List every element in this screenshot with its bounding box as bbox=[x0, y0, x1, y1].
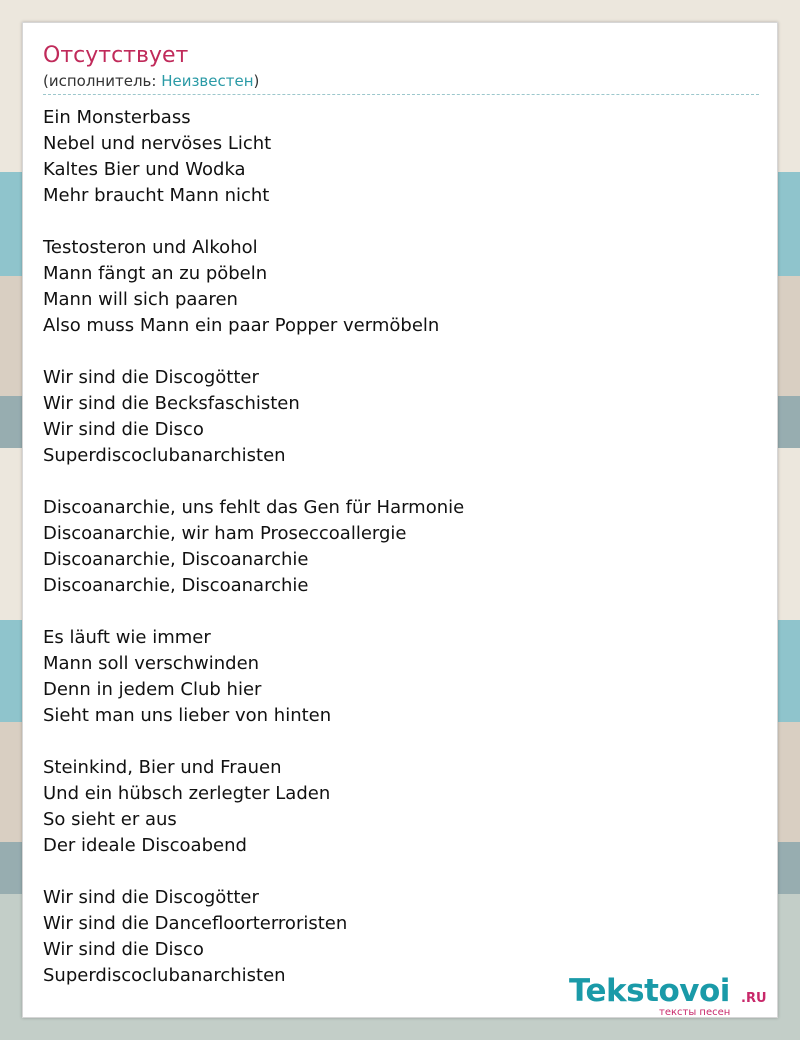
lyric-line: Mann fängt an zu pöbeln bbox=[43, 263, 268, 284]
lyric-line: Wir sind die Discogötter bbox=[43, 887, 259, 908]
logo-tld: .RU bbox=[741, 991, 767, 1006]
lyric-line: Mann soll verschwinden bbox=[43, 653, 260, 674]
lyric-line: Steinkind, Bier und Frauen bbox=[43, 757, 282, 778]
lyric-line: Discoanarchie, Discoanarchie bbox=[43, 549, 309, 570]
lyric-line: Also muss Mann ein paar Popper vermöbeln bbox=[43, 315, 440, 336]
lyric-line: Und ein hübsch zerlegter Laden bbox=[43, 783, 331, 804]
artist-prefix: (исполнитель: bbox=[43, 72, 162, 90]
lyric-line: Denn in jedem Club hier bbox=[43, 679, 262, 700]
lyric-line: Wir sind die Disco bbox=[43, 419, 204, 440]
site-logo[interactable] bbox=[569, 973, 779, 1017]
lyric-line: Wir sind die Becksfaschisten bbox=[43, 393, 300, 414]
title-divider bbox=[43, 94, 759, 95]
logo-name: Tekstovoi bbox=[569, 973, 730, 1009]
lyric-line: Mehr braucht Mann nicht bbox=[43, 185, 270, 206]
stanza-gap bbox=[43, 729, 759, 755]
lyrics-text bbox=[43, 105, 759, 989]
artist-link[interactable]: Неизвестен bbox=[161, 72, 254, 90]
lyric-line: Kaltes Bier und Wodka bbox=[43, 159, 246, 180]
lyric-line: Discoanarchie, wir ham Proseccoallergie bbox=[43, 523, 407, 544]
lyric-line: Superdiscoclubanarchisten bbox=[43, 445, 286, 466]
lyrics-card bbox=[22, 22, 778, 1018]
lyric-line: Sieht man uns lieber von hinten bbox=[43, 705, 332, 726]
lyric-line: Es läuft wie immer bbox=[43, 627, 211, 648]
lyric-line: Der ideale Discoabend bbox=[43, 835, 247, 856]
lyric-line: Wir sind die Disco bbox=[43, 939, 204, 960]
stanza-gap bbox=[43, 469, 759, 495]
lyric-line: Testosteron und Alkohol bbox=[43, 237, 258, 258]
artist-suffix: ) bbox=[253, 72, 260, 90]
artist-line bbox=[43, 72, 259, 90]
lyric-line: Nebel und nervöses Licht bbox=[43, 133, 272, 154]
stanza-gap bbox=[43, 859, 759, 885]
lyric-line: Discoanarchie, Discoanarchie bbox=[43, 575, 309, 596]
lyric-line: Superdiscoclubanarchisten bbox=[43, 965, 286, 986]
lyric-line: So sieht er aus bbox=[43, 809, 177, 830]
song-title: Отсутствует bbox=[43, 43, 189, 68]
lyric-line: Ein Monsterbass bbox=[43, 107, 191, 128]
stanza-gap bbox=[43, 209, 759, 235]
lyric-line: Wir sind die Discogötter bbox=[43, 367, 259, 388]
lyric-line: Wir sind die Dancefloorterroristen bbox=[43, 913, 348, 934]
lyric-line: Mann will sich paaren bbox=[43, 289, 238, 310]
stanza-gap bbox=[43, 339, 759, 365]
logo-tagline: тексты песен bbox=[659, 1007, 731, 1018]
stanza-gap bbox=[43, 599, 759, 625]
lyric-line: Discoanarchie, uns fehlt das Gen für Harmonie bbox=[43, 497, 465, 518]
